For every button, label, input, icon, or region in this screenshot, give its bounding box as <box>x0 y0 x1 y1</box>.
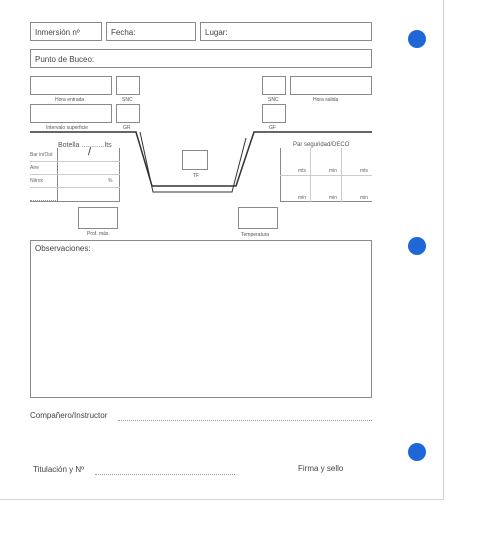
gas-row-label: Nitrox <box>30 178 44 184</box>
certification-line[interactable] <box>95 474 235 475</box>
dive-point-label: Punto de Buceo: <box>35 55 95 64</box>
observations-box[interactable] <box>30 240 372 398</box>
deco-cell: mts <box>360 168 369 174</box>
deco-cell: min <box>298 195 307 201</box>
gas-row-1 <box>30 148 120 162</box>
exit-time-label: Hora salida <box>313 97 339 103</box>
temperature-box[interactable] <box>238 207 278 229</box>
partner-line[interactable] <box>118 420 372 421</box>
date-label: Fecha: <box>111 28 136 37</box>
gas-row-4-dots <box>30 200 56 201</box>
gas-row-label: Aire <box>30 165 39 171</box>
entry-time-label: Hora entrada <box>55 97 85 103</box>
immersion-number-label: Inmersión nº <box>35 28 80 37</box>
signature-label: Firma y sello <box>298 464 344 473</box>
snc-right-label: SNC <box>268 97 279 103</box>
surface-interval-label: Intervalo superficie <box>46 125 88 131</box>
bottom-time-box[interactable] <box>182 150 208 170</box>
deco-cell: min <box>360 195 369 201</box>
max-depth-box[interactable] <box>78 207 118 229</box>
gf-label: GF <box>269 125 276 131</box>
certification-label: Titulación y Nº <box>33 465 85 474</box>
gr-left-label: GR <box>123 125 131 131</box>
gas-row-value: / <box>88 146 92 158</box>
temperature-label: Temperatura <box>241 232 270 238</box>
gas-row-label: Bar in/Out <box>30 152 53 158</box>
place-label: Lugar: <box>205 28 228 37</box>
bottom-time-label: TF <box>193 173 200 179</box>
deco-title: Par seguridad/DECO <box>293 142 350 148</box>
deco-cell: mts <box>298 168 307 174</box>
deco-cell: min <box>329 168 338 174</box>
observations-label: Observaciones: <box>35 244 91 253</box>
bottle-label: Botella ............lts <box>58 142 112 149</box>
deco-cell: min <box>329 195 338 201</box>
gas-row-value: % <box>108 178 113 184</box>
gas-row-3 <box>30 174 120 188</box>
gas-row-2 <box>30 161 120 175</box>
partner-label: Compañero/Instructor <box>30 411 108 420</box>
deco-divider-h <box>280 175 372 176</box>
snc-left-label: SNC <box>122 97 133 103</box>
max-depth-label: Prof. máx. <box>87 231 110 237</box>
